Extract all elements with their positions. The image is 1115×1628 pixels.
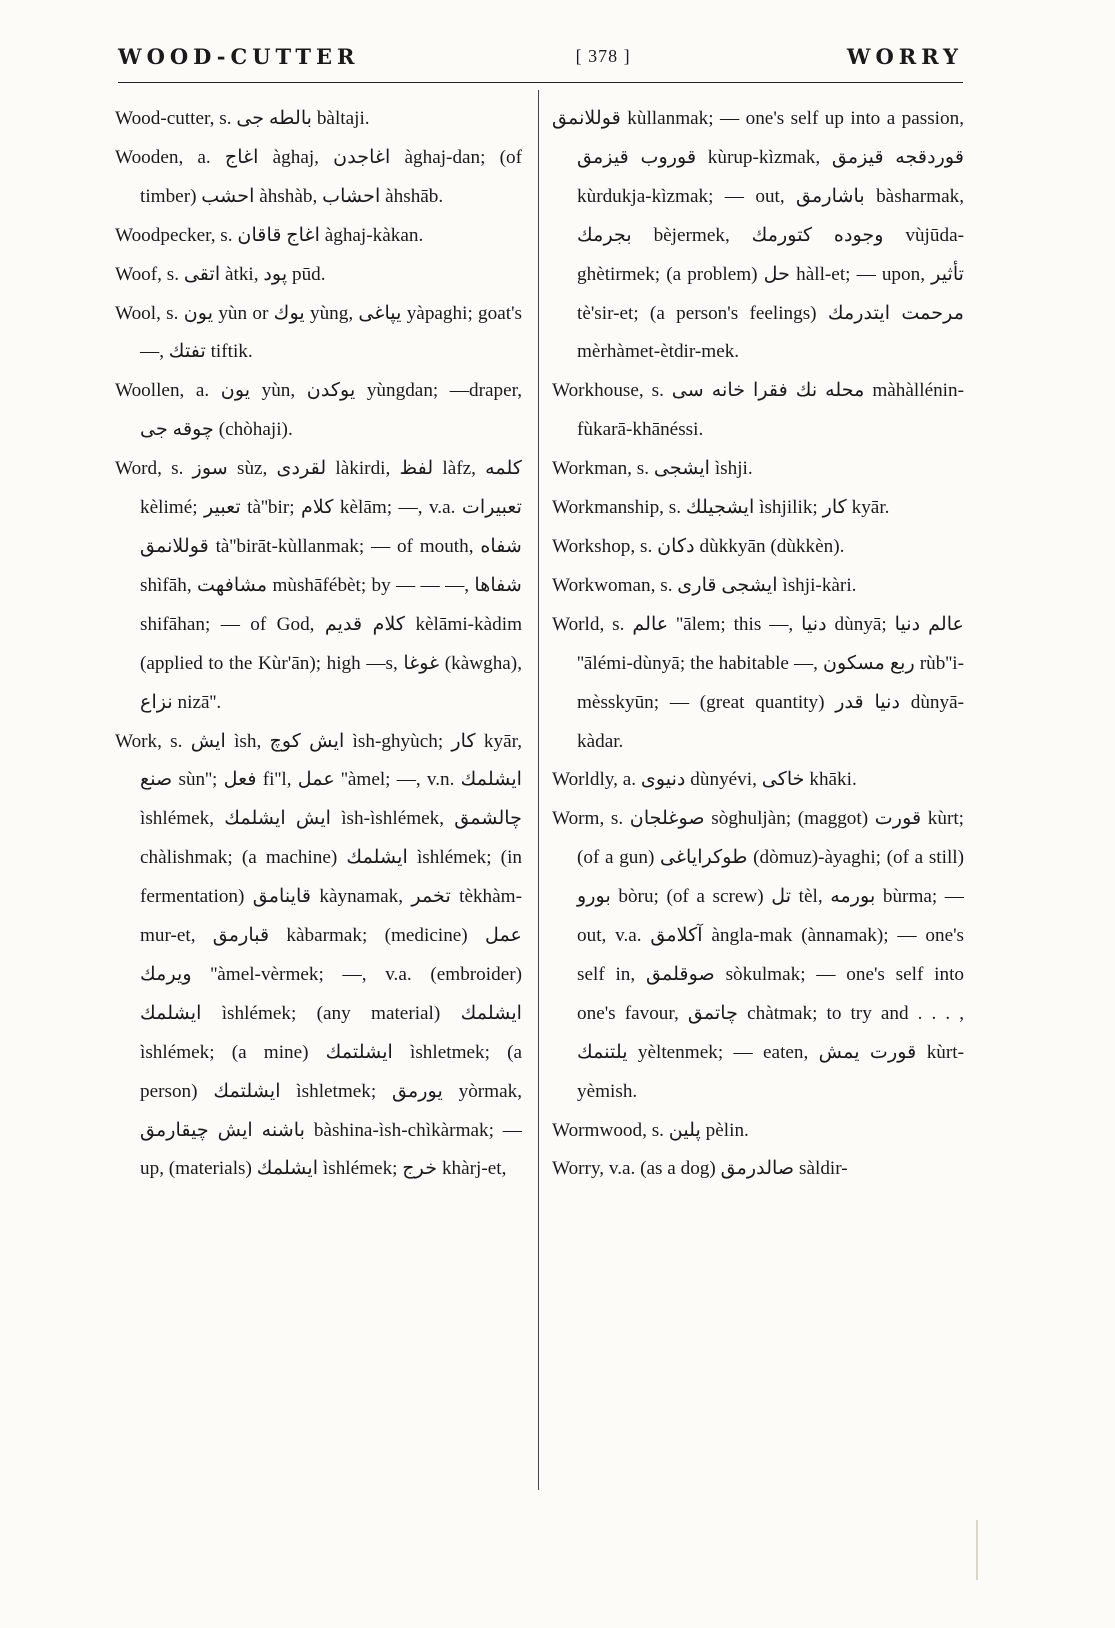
page-edge-mark <box>976 1520 978 1580</box>
entry-worry: Worry, v.a. (as a dog) صالدرمق sàldir- <box>552 1158 848 1180</box>
entry-wormwood: Wormwood, s. پلین pèlin. <box>552 1119 749 1141</box>
header-first-word: WOOD-CUTTER <box>118 43 360 69</box>
entry-woollen: Woollen, a. یون yùn, یوكدن yùngdan; —draper, چوقه جی (chòhaji). <box>115 380 522 441</box>
right-column <box>552 100 964 1189</box>
header-last-word: WORRY <box>846 43 963 69</box>
entry-worm: Worm, s. صوغلجان sòghuljàn; (maggot) قورت kùrt; (of a gun) طوكرایاغی (dòmuz)-àyaghi; (of a still) بورو bòru; (of a screw) تل tèl, بورمه bùrma; — out, v.a. آكلامق àngla-mak (ànnamak); — one's self in, صوقلمق sòkulmak; — one's self into one's favour, چاتمق chàtmak; to try and . . . , یلتنمك yèltenmek; — eaten, قورت یمش kùrt-yèmish. <box>552 808 965 1102</box>
entry-work-continued: قوللانمق kùllanmak; — one's self up into a passion, قوروب قیزمق kùrup-kìzmak, قوردقجه قیزمق kùrdukja-kìzmak; — out, باشارمق bàsharmak, بجرمك bèjermek, وجوده كتورمك vùjūda-ghètirmek; (a problem) حل hàll-et; — upon, تأثیر tè'sir-et; (a person's feelings) مرحمت ایتدرمك mèrhàmet-ètdir-mek. <box>552 108 965 363</box>
entry-wool: Wool, s. یون yùn or یوك yùng, یپاغی yàpaghi; goat's —, تفتك tiftik. <box>115 302 523 363</box>
entry-world: World, s. عالم ''ālem; this —, دنیا dùnyā; عالم دنیا ''ālémi-dùnyā; the habitable —, ربع مسكون rùb''i-mèsskyūn; — (great quantity) دنیا قدر dùnyā-kàdar. <box>552 613 965 752</box>
entry-wood-cutter: Wood-cutter, s. بالطه جی bàltaji. <box>115 108 370 129</box>
entry-word: Word, s. سوز sùz, لقردی làkirdi, لفظ làfz, كلمه kèlimé; تعبیر tà''bir; كلام kèlām; —, v.a. تعبیرات قوللانمق tà''birāt-kùllanmak; — of mouth, شفاه shìfāh, مشافهت mùshāfébèt; by — — —, شفاها shifāhan; — of God, كلام قدیم kèlāmi-kàdim (applied to the Kùr'ān); high —s, غوغا (kàwgha), نزاع nizā''. <box>115 458 522 713</box>
entry-worldly: Worldly, a. دنیوی dùnyévi, خاكی khāki. <box>552 769 857 791</box>
entry-workshop: Workshop, s. دكان dùkkyān (dùkkèn). <box>552 535 845 557</box>
entry-wooden: Wooden, a. اغاج àghaj, اغاجدن àghaj-dan; (of timber) احشب àhshàb, احشاب àhshāb. <box>115 146 522 207</box>
entry-workmanship: Workmanship, s. ایشجیلك ìshjilik; كار kyār. <box>552 497 890 519</box>
entry-work: Work, s. ایش ìsh, ایش كوچ ìsh-ghyùch; كار kyār, صنع sùn''; فعل fi''l, عمل ''àmel; —, v.n. ایشلمك ìshlémek, ایش ایشلمك ìsh-ìshlémek, چالشمق chàlishmak; (a machine) ایشلمك ìshlémek; (in fermentation) قاینامق kàynamak, تخمر tèkhàm-mur-et, قبارمق kàbarmak; (medicine) عمل ویرمك ''àmel-vèrmek; —, v.a. (embroider) ایشلمك ìshlémek; (any material) ایشلمك ìshlémek; (a mine) ایشلتمك ìshletmek; (a person) ایشلتمك ìshletmek; یورمق yòrmak, باشنه ایش چیقارمق bàshina-ìsh-chìkàrmak; — up, (materials) ایشلمك ìshlémek; خرج khàrj-et, <box>115 730 523 1180</box>
header-rule <box>118 82 963 83</box>
column-divider <box>538 90 539 1490</box>
entry-workman: Workman, s. ایشجی ìshji. <box>552 458 753 480</box>
entry-woof: Woof, s. اتقی àtki, پود pūd. <box>115 263 326 285</box>
running-header <box>118 38 963 74</box>
entry-workhouse: Workhouse, s. محله نك فقرا خانه سی màhàllénin-fùkarā-khānéssi. <box>552 380 964 441</box>
left-column <box>115 100 522 1189</box>
entry-woodpecker: Woodpecker, s. اغاج قاقان àghaj-kàkan. <box>115 224 424 246</box>
page-number: [ 378 ] <box>575 45 631 66</box>
entry-workwoman: Workwoman, s. ایشجی قاری ìshji-kàri. <box>552 574 857 596</box>
